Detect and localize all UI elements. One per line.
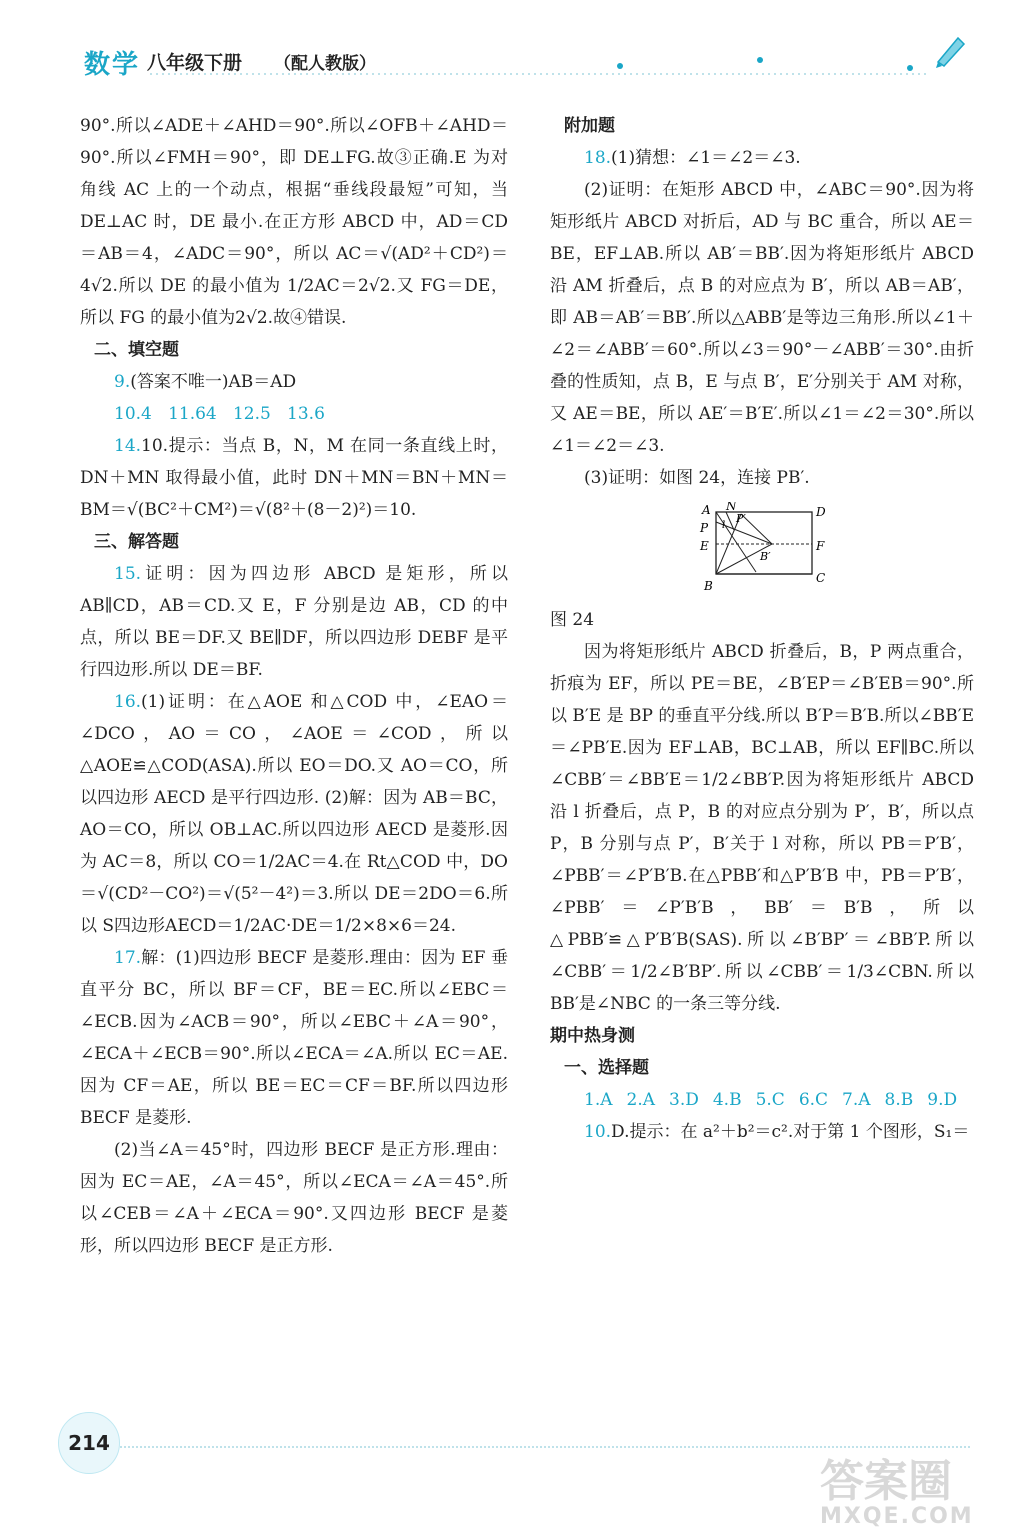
- q10-text: D.提示：在 a²＋b²＝c².对于第 1 个图形，S₁＝: [611, 1122, 970, 1142]
- answer-10-mid: [550, 1116, 974, 1148]
- label-c: C: [816, 571, 826, 585]
- q15-number: 15.: [114, 564, 142, 584]
- header-decoration: [0, 0, 1013, 90]
- label-e: E: [700, 539, 709, 553]
- label-l: l: [722, 520, 726, 531]
- mcq-1: 1.A: [584, 1090, 613, 1110]
- q18-number: 18.: [584, 148, 612, 168]
- footer-divider: [120, 1446, 970, 1450]
- q14-number: 14.: [114, 436, 142, 456]
- label-bprime: B′: [760, 550, 771, 563]
- continued-solution: 90°.所以∠ADE＋∠AHD＝90°.所以∠OFB＋∠AHD＝90°.所以∠FMH＝90°，即 DE⊥FG.故③正确.E 为对角线 AC 上的一个动点，根据“垂线段最短”可知，当 DE⊥AC 时，DE 最小.在正方形 ABCD 中，AD＝CD＝AB＝4，∠ADC＝90°，所以 AC＝√(AD²＋CD²)＝4√2.所以 DE 的最小值为 1/2AC＝2√2.又 FG＝DE，所以 FG 的最小值为2√2.故④错误.: [80, 116, 508, 328]
- midterm-title: 期中热身测: [550, 1026, 635, 1046]
- q14-text: 10.提示：当点 B，N，M 在同一条直线上时，DN＋MN 取得最小值，此时 DN＋MN＝BN＋MN＝BM＝√(BC²＋CM²)＝√(8²＋(8－2)²)＝10.: [80, 436, 508, 520]
- q10-number: 10.: [584, 1122, 612, 1142]
- answer-17-part2: (2)当∠A＝45°时，四边形 BECF 是正方形.理由：因为 EC＝AE，∠A＝45°，所以∠ECA＝∠A＝45°.所以∠CEB＝∠A＋∠ECA＝90°.又四边形 BECF 是菱形，所以四边形 BECF 是正方形.: [80, 1140, 508, 1256]
- edition-label: （配人教版）: [274, 54, 376, 74]
- answer-18-part2: (2)证明：在矩形 ABCD 中，∠ABC＝90°.因为将矩形纸片 ABCD 对折后，AD 与 BC 重合，所以 AE＝BE，EF⊥AB.所以 AB′＝BB′.因为将矩形纸片 ABCD 沿 AM 折叠后，点 B 的对应点为 B′，所以 AB＝AB′，即 AB＝AB′＝BB′.所以△ABB′是等边三角形.所以∠1＋∠2＝∠ABB′＝60°.所以∠3＝90°－∠ABB′＝30°.由折叠的性质知，点 B，E 与点 B′，E′分别关于 AM 对称，又 AE＝BE，所以 AE′＝B′E′.所以∠1＝∠2＝30°.所以∠1＝∠2＝∠3.: [550, 180, 974, 456]
- answer-18-part1: [550, 142, 974, 174]
- label-p: P: [700, 521, 709, 535]
- answer-11: 11.64: [168, 404, 217, 424]
- mcq-7: 7.A: [842, 1090, 871, 1110]
- q17-number: 17.: [114, 948, 142, 968]
- answer-16: [80, 686, 508, 942]
- mcq-2: 2.A: [626, 1090, 655, 1110]
- label-n: N: [726, 502, 737, 513]
- answer-10: 10.4: [114, 404, 152, 424]
- watermark-logo: 答案圈: [820, 1456, 952, 1507]
- subject-label: 数学: [84, 50, 141, 80]
- q16-text: (1)证明：在△AOE 和△COD 中，∠EAO＝∠DCO，AO＝CO，∠AOE＝∠COD，所以△AOE≌△COD(ASA).所以 EO＝DO.又 AO＝CO，所以四边形 AECD 是平行四边形. (2)解：因为 AB＝BC，AO＝CO，所以 OB⊥AC.所以四边形 AECD 是菱形.因为 AC＝8，所以 CO＝1/2AC＝4.在 Rt△COD 中，DO＝√(CD²－CO²)＝√(5²－4²)＝3.所以 DE＝2DO＝6.所以 S四边形AECD＝1/2AC·DE＝1/2×8×6＝24.: [80, 692, 508, 936]
- answer-18-proof: 因为将矩形纸片 ABCD 折叠后，B，P 两点重合，折痕为 EF，所以 PE＝BE，∠B′EP＝∠B′EB＝90°.所以 B′E 是 BP 的垂直平分线.所以 B′P＝B′B.所以∠BB′E＝∠PB′E.因为 EF⊥AB，BC⊥AB，所以 EF∥BC.所以∠CBB′＝∠BB′E＝1/2∠BB′P.因为将矩形纸片 ABCD 沿 l 折叠后，点 P，B 的对应点分别为 P′，B′，所以点 P，B 分别与点 P′，B′关于 l 对称，所以 PB＝P′B′，∠PBB′＝∠P′B′B.在△PBB′和△P′B′B 中，PB＝P′B′，∠PBB′＝∠P′B′B，BB′＝B′B，所以△PBB′≌△P′B′B(SAS).所以∠B′BP′＝∠BB′P.所以∠CBB′＝1/2∠B′BP′.所以∠CBB′＝1/3∠CBN.所以 BB′是∠NBC 的一条三等分线.: [550, 642, 974, 1014]
- answer-15: [80, 558, 508, 686]
- section-solve: 三、解答题: [94, 532, 179, 552]
- q18a-text: (1)猜想：∠1＝∠2＝∠3.: [611, 148, 801, 168]
- mcq-5: 5.C: [755, 1090, 785, 1110]
- q17a-text: 解：(1)四边形 BECF 是菱形.理由：因为 EF 垂直平分 BC，所以 BF＝CF，BE＝EC.所以∠EBC＝∠ECB.因为∠ACB＝90°，所以∠EBC＋∠A＝90°，∠ECA＋∠ECB＝90°.所以∠ECA＝∠A.所以 EC＝AE.因为 CF＝AE，所以 BE＝EC＝CF＝BF.所以四边形 BECF 是菱形.: [80, 948, 508, 1128]
- pen-icon: [930, 30, 970, 70]
- watermark-url: MXQE.COM: [820, 1504, 974, 1529]
- answer-17-part1: [80, 942, 508, 1134]
- label-a: A: [702, 503, 711, 517]
- section-choice: 一、选择题: [564, 1058, 649, 1078]
- left-column: [80, 110, 508, 1262]
- label-f: F: [816, 539, 825, 553]
- mcq-9: 9.D: [927, 1090, 958, 1110]
- answer-14: [80, 430, 508, 526]
- mcq-3: 3.D: [669, 1090, 699, 1110]
- choice-answers: [550, 1084, 974, 1116]
- answer-18-part3: (3)证明：如图 24，连接 PB′.: [584, 468, 810, 488]
- q9-number: 9.: [114, 372, 131, 392]
- answers-10-13: [80, 398, 508, 430]
- q9-text: (答案不唯一)AB＝AD: [130, 372, 297, 392]
- answer-9: [80, 366, 508, 398]
- label-pprime: P′: [736, 512, 746, 525]
- grade-label: 八年级下册: [147, 52, 243, 74]
- extra-title: 附加题: [564, 116, 615, 136]
- figure-caption: 图 24: [550, 610, 595, 630]
- figure-24: [686, 502, 836, 600]
- q16-number: 16.: [114, 692, 142, 712]
- label-d: D: [816, 505, 826, 519]
- q15-text: 证明：因为四边形 ABCD 是矩形，所以 AB∥CD，AB＝CD.又 E，F 分别是边 AB，CD 的中点，所以 BE＝DF.又 BE∥DF，所以四边形 DEBF 是平行四边形.所以 DE＝BF.: [80, 564, 508, 680]
- watermark: [820, 1456, 974, 1529]
- mcq-8: 8.B: [884, 1090, 914, 1110]
- page-header: [0, 0, 1013, 90]
- mcq-4: 4.B: [712, 1090, 742, 1110]
- answer-13: 13.6: [287, 404, 325, 424]
- mcq-6: 6.C: [798, 1090, 829, 1110]
- page-number: 214: [58, 1412, 120, 1474]
- section-fill-blank: 二、填空题: [94, 340, 179, 360]
- right-column: [550, 110, 974, 1148]
- answer-12: 12.5: [232, 404, 271, 424]
- label-b: B: [704, 579, 713, 593]
